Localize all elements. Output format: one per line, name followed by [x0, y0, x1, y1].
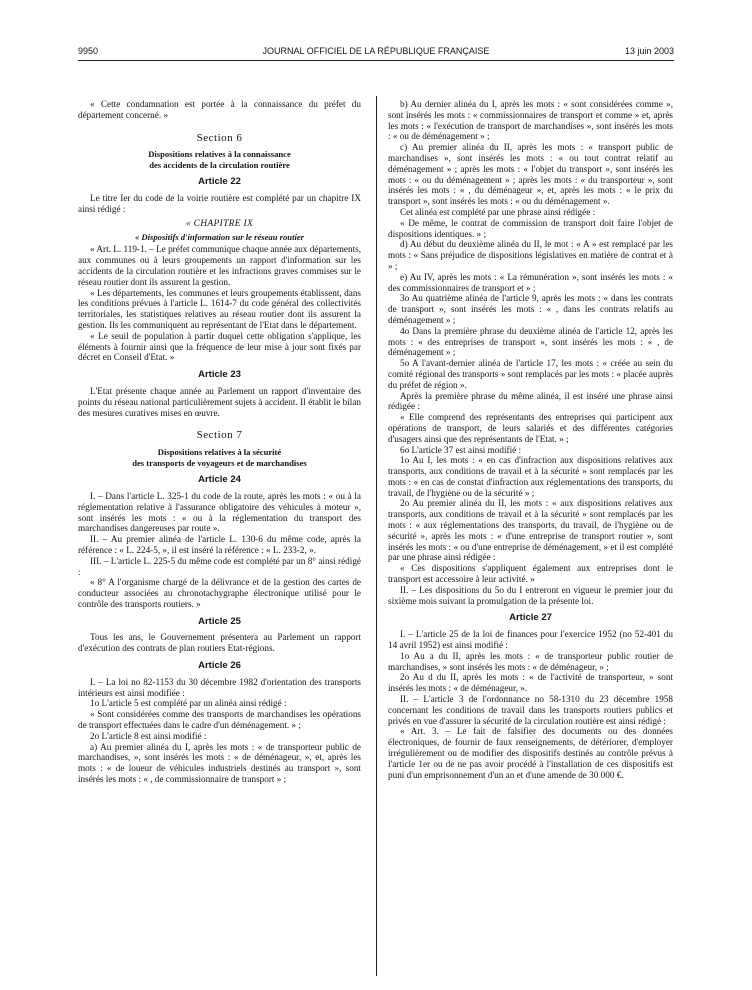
journal-title: JOURNAL OFFICIEL DE LA RÉPUBLIQUE FRANÇAISE [262, 46, 490, 56]
paragraph: e) Au IV, après les mots : « La rémunération », sont insérés les mots : « des commissionnaires de transport et » ; [388, 271, 673, 293]
paragraph: 1o L'article 5 est complété par un alinéa ainsi rédigé : [90, 698, 287, 709]
paragraph: II. – L'article 3 de l'ordonnance no 58-1310 du 23 décembre 1958 concernant les conditions de travail dans les transports routiers publics et privés en vue d'assurer la sécurité de la circulation routière est ainsi rédigé : [388, 694, 673, 726]
header-rule [78, 60, 674, 61]
paragraph: 1o Au a du II, après les mots : « de transporteur public routier de marchandises, » sont insérés les mots : « de déménageur, » ; [388, 650, 673, 672]
page-header [78, 46, 674, 60]
section-title-line: Dispositions relatives à la sécurité [157, 447, 282, 458]
paragraph: « De même, le contrat de commission de transport doit faire l'objet de dispositions identiques. » ; [388, 217, 673, 239]
paragraph: 2o Au d du II, après les mots : « de l'activité de transporteur, » sont insérés les mots : « de déménageur, ». [388, 672, 673, 694]
paragraph: 4o Dans la première phrase du deuxième alinéa de l'article 12, après les mots : « des entreprises de transport », sont insérés les mots : « , de déménagement » ; [388, 325, 673, 358]
paragraph: I. – L'article 25 de la loi de finances pour l'exercice 1952 (no 52-401 du 14 avril 1952) est ainsi modifié : [388, 629, 673, 651]
paragraph: « Art. 3. – Le fait de falsifier des documents ou des données électroniques, de fournir de faux renseignements, de détériorer, d'employer irrégulièrement ou de modifier des dispositifs destinés au contrôle prévus à l'article 1er ou de ne pas avoir procédé à l'installation de ces dispositifs est puni d'un emprisonnement d'un an et d'une amende de 30 000 €. [388, 726, 673, 780]
paragraph: « 8° A l'organisme chargé de la délivrance et de la gestion des cartes de conducteur associées au chronotachygraphe électronique utilisé pour le contrôle des transports routiers. » [78, 577, 361, 609]
article-heading: Article 23 [198, 369, 241, 381]
paragraph: 6o L'article 37 est ainsi modifié : [400, 444, 522, 455]
left-column [78, 99, 361, 785]
article-heading: Article 24 [198, 474, 241, 486]
paragraph: « Elle comprend des représentants des entreprises qui participent aux opérations de transport, de leurs salariés et des différentes catégories d'usagers ainsi que des représentants de l'Etat. » ; [388, 412, 673, 444]
paragraph: 3o Au quatrième alinéa de l'article 9, après les mots : « dans les contrats de transport », sont insérés les mots : « , dans les contrats relatifs au déménagement » ; [388, 293, 673, 325]
paragraph: « Art. L. 119-1. – Le préfet communique chaque année aux départements, aux communes ou à leurs groupements un rapport d'information sur les accidents de la circulation routière et les infractions graves commises sur le réseau routier dont ils assurent la gestion. [78, 244, 361, 287]
paragraph: « Ces dispositions s'appliquent également aux entreprises dont le transport est accessoire à leur activité. » [388, 563, 673, 585]
paragraph: « Le seuil de population à partir duquel cette obligation s'applique, les éléments à fournir ainsi que la fréquence de leur mise à jour sont fixés par décret en Conseil d'Etat. » [78, 330, 361, 363]
article-heading: Article 27 [509, 612, 552, 624]
paragraph: 2o L'article 8 est ainsi modifié : [90, 730, 207, 741]
paragraph: « Cette condamnation est portée à la connaissance du préfet du département concerné. » [78, 99, 361, 120]
right-column [388, 99, 673, 780]
paragraph: b) Au dernier alinéa du I, après les mots : « sont considérées comme », sont insérés les mots : « commissionnaires de transport et comme » et, après les mots : « l'exécution de transport de marchandises », sont insérés les mots : « ou de déménagement » ; [388, 99, 673, 142]
column-divider [376, 96, 377, 976]
paragraph: 5o A l'avant-dernier alinéa de l'article 17, les mots : « créée au sein du comité régional des transports » sont remplacés par les mots : « placée auprès du préfet de région ». [388, 358, 673, 390]
paragraph: L'Etat présente chaque année au Parlement un rapport d'inventaire des points du réseau national particulièrement sujets à accident. Il établit le bilan des mesures curatives mises en œuvre. [78, 385, 361, 418]
chapter-title: « Dispositifs d'information sur le réseau routier [134, 231, 305, 242]
paragraph: Le titre Ier du code de la voirie routière est complété par un chapitre IX ainsi rédigé : [78, 193, 361, 214]
section-title-line: des transports de voyageurs et de marchandises [132, 457, 307, 468]
issue-date: 13 juin 2003 [624, 46, 674, 56]
paragraph: « Les départements, les communes et leurs groupements établissent, dans les conditions prévues à l'article L. 1614-7 du code général des collectivités territoriales, les statistiques relatives au réseau routier dont ils assurent la gestion. Ils les communiquent au représentant de l'Etat dans le département. [78, 287, 361, 330]
paragraph: Après la première phrase du même alinéa, il est inséré une phrase ainsi rédigée : [388, 390, 673, 412]
paragraph: I. – Dans l'article L. 325-1 du code de la route, après les mots : « ou à la réglementation relative à l'assurance obligatoire des véhicules à moteur », sont insérés les mots : « ou à la réglementation du transport des marchandises dangereuses par route ». [78, 490, 361, 534]
paragraph: 2o Au premier alinéa du II, les mots : « aux dispositions relatives aux transports, aux conditions de travail et à la sécurité » sont remplacés par les mots : « aux réglementations des transports, du travail, de l'hygiène ou de sécurité », après les mots : « d'une entreprise de transport routier », sont insérés les mots : « ou d'une entreprise de déménagement, » et il est complété par une phrase ainsi rédigée : [388, 498, 673, 563]
chapter-heading: « CHAPITRE IX [185, 218, 254, 229]
section-heading: Section 7 [196, 429, 243, 442]
article-heading: Article 25 [198, 615, 241, 627]
section-title-line: des accidents de la circulation routière [149, 159, 290, 170]
article-heading: Article 22 [198, 176, 241, 188]
paragraph: II. – Les dispositions du 5o du I entreront en vigueur le premier jour du sixième mois suivant la promulgation de la présente loi. [388, 584, 673, 606]
paragraph: III. – L'article L. 225-5 du même code est complété par un 8° ainsi rédigé : [78, 555, 361, 577]
page-number: 9950 [78, 46, 99, 56]
paragraph: d) Au début du deuxième alinéa du II, le mot : « A » est remplacé par les mots : « Sans préjudice de dispositions législatives en matière de contrat et à » ; [388, 239, 673, 271]
paragraph: a) Au premier alinéa du I, après les mots : « de transporteur public de marchandises, », sont insérés les mots : « de déménageur, », et, après les mots : « de loueur de véhicules industriels destinés au transport », sont insérés les mots : « , de commissionnaire de transport » ; [78, 741, 361, 785]
paragraph: II. – Au premier alinéa de l'article L. 130-6 du même code, après la référence : « L. 224-5, », il est inséré la référence : « L. 233-2, ». [78, 534, 361, 555]
paragraph: 1o Au I, les mots : « en cas d'infraction aux dispositions relatives aux transports, aux conditions de travail et à la sécurité » sont remplacés par les mots : « en cas de constat d'infraction aux réglementations des transports, du travail, de l'hygiène ou de la sécurité » ; [388, 455, 673, 498]
section-title-line: Dispositions relatives à la connaissance [148, 149, 291, 160]
paragraph: « Sont considérées comme des transports de marchandises les opérations de transport effectuées dans le cadre d'un déménagement. » ; [78, 709, 361, 731]
paragraph: I. – La loi no 82-1153 du 30 décembre 1982 d'orientation des transports intérieurs est ainsi modifiée : [78, 676, 361, 698]
paragraph: Cet alinéa est complété par une phrase ainsi rédigée : [400, 206, 596, 217]
article-heading: Article 26 [198, 660, 241, 672]
section-title [78, 447, 361, 468]
section-title [78, 149, 361, 170]
section-heading: Section 6 [196, 131, 243, 144]
paragraph: c) Au premier alinéa du II, après les mots : « transport public de marchandises », sont insérés les mots : « ou tout contrat relatif au déménagement » ; après les mots : « l'objet du transport », sont insérés les mots : « ou du déménagement » ; après les mots : « du transporteur », sont insérés les mots : « , du déménageur », et, après les mots : « le prix du transport », sont insérés les mots : « ou du déménagement ». [388, 142, 673, 207]
paragraph: Tous les ans, le Gouvernement présentera au Parlement un rapport d'exécution des contrats de plan routiers Etat-régions. [78, 632, 361, 654]
